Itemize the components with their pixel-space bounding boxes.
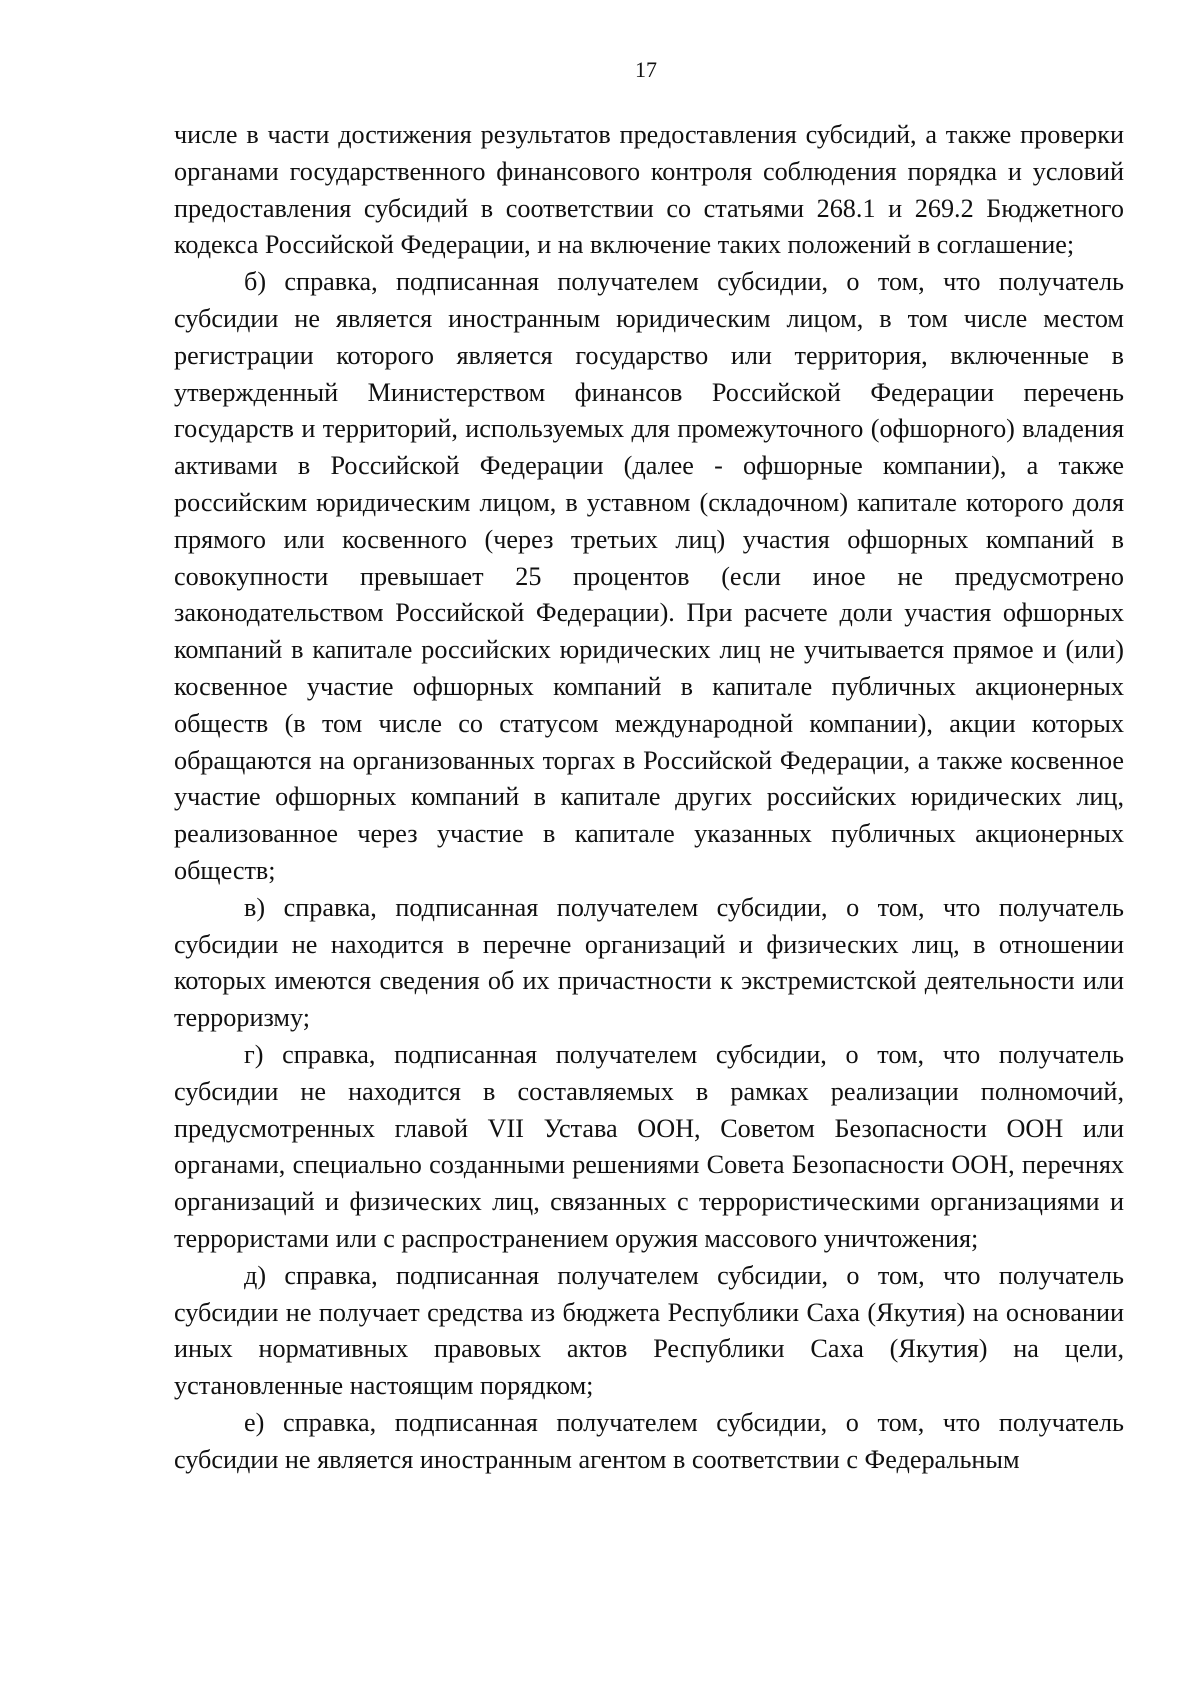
paragraph-item-d: д) справка, подписанная получателем субсидии, о том, что получатель субсидии не получает средства из бюджета Республики Саха (Якутия) на основании иных нормативных правовых актов Республики Саха (Якутия) на цели, установленные настоящим порядком; — [174, 1260, 1124, 1401]
paragraph-item-v: в) справка, подписанная получателем субсидии, о том, что получатель субсидии не находится в перечне организаций и физических лиц, в отношении которых имеются сведения об их причастности к экстремистской деятельности или терроризму; — [174, 892, 1124, 1033]
paragraph-continuation: числе в части достижения результатов предоставления субсидий, а также проверки органами государственного финансового контроля соблюдения порядка и условий предоставления субсидий в соответствии со статьями 268.1 и 269.2 Бюджетного кодекса Российской Федерации, и на включение таких положений в соглашение; — [174, 120, 1124, 260]
paragraph-item-g: г) справка, подписанная получателем субсидии, о том, что получатель субсидии не находится в составляемых в рамках реализации полномочий, предусмотренных главой VII Устава ООН, Советом Безопасности ООН или органами, специально созданными решениями Совета Безопасности ООН, перечнях организаций и физических лиц, связанных с террористическими организациями и террористами или с распространением оружия массового уничтожения; — [174, 1039, 1124, 1253]
page-number: 17 — [635, 57, 657, 82]
paragraph-item-e: е) справка, подписанная получателем субсидии, о том, что получатель субсидии не является иностранным агентом в соответствии с Федеральным — [174, 1407, 1124, 1474]
paragraph-item-b: б) справка, подписанная получателем субсидии, о том, что получатель субсидии не является иностранным юридическим лицом, в том числе местом регистрации которого является государство или территория, включенные в утвержденный Министерством финансов Российской Федерации перечень государств и территорий, используемых для промежуточного (офшорного) владения активами в Российской Федерации (далее - офшорные компании), а также российским юридическим лицом, в уставном (складочном) капитале которого доля прямого или косвенного (через третьих лиц) участия офшорных компаний в совокупности превышает 25 процентов (если иное не предусмотрено законодательством Российской Федерации). При расчете доли участия офшорных компаний в капитале российских юридических лиц не учитывается прямое и (или) косвенное участие офшорных компаний в капитале публичных акционерных обществ (в том числе со статусом международной компании), акции которых обращаются на организованных торгах в Российской Федерации, а также косвенное участие офшорных компаний в капитале других российских юридических лиц, реализованное через участие в капитале указанных публичных акционерных обществ; — [174, 267, 1124, 885]
document-body — [174, 117, 1124, 1478]
